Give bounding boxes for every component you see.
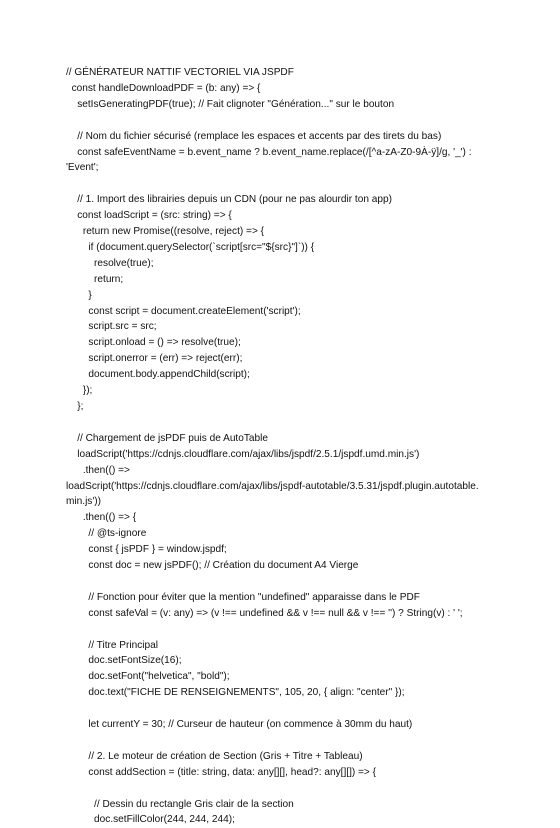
code-line: return; <box>66 273 124 285</box>
code-line: // Dessin du rectangle Gris clair de la section <box>66 798 294 810</box>
blank-line <box>66 622 500 638</box>
code-line: loadScript('https://cdnjs.cloudflare.com/ajax/libs/jspdf/2.5.1/jspdf.umd.min.js') <box>66 448 420 460</box>
code-line: // Chargement de jsPDF puis de AutoTable <box>66 432 268 444</box>
code-line: // 1. Import des librairies depuis un CDN (pour ne pas alourdir ton app) <box>66 194 392 206</box>
code-line: const doc = new jsPDF(); // Création du document A4 Vierge <box>66 560 359 572</box>
code-line: const safeVal = (v: any) => (v !== undefined && v !== null && v !== '') ? String(v) : ' '; <box>66 607 463 619</box>
code-line: doc.setFontSize(16); <box>66 655 182 667</box>
code-line: let currentY = 30; // Curseur de hauteur (on commence à 30mm du haut) <box>66 719 413 731</box>
code-line: return new Promise((resolve, reject) => { <box>66 226 265 238</box>
code-line: script.onload = () => resolve(true); <box>66 337 241 349</box>
code-line: // Titre Principal <box>66 639 158 651</box>
code-line: const safeEventName = b.event_name ? b.event_name.replace(/[^a-zA-Z0-9À-ÿ]/g, '_') : <box>66 146 472 158</box>
code-line: script.src = src; <box>66 321 157 333</box>
code-line: const { jsPDF } = window.jspdf; <box>66 544 227 556</box>
code-line: loadScript('https://cdnjs.cloudflare.com/ajax/libs/jspdf-autotable/3.5.31/jspdf.plugin.autotable. <box>66 480 479 492</box>
blank-line <box>66 574 500 590</box>
code-line: const loadScript = (src: string) => { <box>66 210 232 222</box>
code-listing <box>66 65 500 828</box>
code-line: }; <box>66 401 84 412</box>
blank-line <box>66 113 500 129</box>
code-line: const handleDownloadPDF = (b: any) => { <box>66 82 261 94</box>
code-line: .then(() => { <box>66 512 137 524</box>
code-line: doc.setFont("helvetica", "bold"); <box>66 671 230 683</box>
code-line: // GÉNÉRATEUR NATTIF VECTORIEL VIA JSPDF <box>66 67 294 78</box>
code-line: min.js')) <box>66 496 102 508</box>
code-line: // Nom du fichier sécurisé (remplace les espaces et accents par des tirets du bas) <box>66 130 442 142</box>
code-line: setIsGeneratingPDF(true); // Fait clignoter "Génération..." sur le bouton <box>66 98 395 110</box>
code-line: doc.text("FICHE DE RENSEIGNEMENTS", 105, 20, { align: "center" }); <box>66 687 405 699</box>
blank-line <box>66 176 500 192</box>
code-line: const script = document.createElement('script'); <box>66 305 301 317</box>
code-line: // @ts-ignore <box>66 528 147 540</box>
blank-line <box>66 733 500 749</box>
code-line: resolve(true); <box>66 257 154 269</box>
code-line: }); <box>66 385 93 397</box>
blank-line <box>66 415 500 431</box>
code-line: .then(() => <box>66 464 130 476</box>
code-line: // Fonction pour éviter que la mention "undefined" apparaisse dans le PDF <box>66 591 420 603</box>
code-line: if (document.querySelector(`script[src="${src}"]`)) { <box>66 241 315 253</box>
code-line: // 2. Le moteur de création de Section (Gris + Titre + Tableau) <box>66 750 363 762</box>
code-line: script.onerror = (err) => reject(err); <box>66 353 243 365</box>
blank-line <box>66 701 500 717</box>
blank-line <box>66 781 500 797</box>
code-line: 'Event'; <box>66 162 99 174</box>
code-line: } <box>66 289 92 301</box>
code-line: doc.setFillColor(244, 244, 244); <box>66 814 235 826</box>
code-line: document.body.appendChild(script); <box>66 369 250 381</box>
code-line: const addSection = (title: string, data: any[][], head?: any[][]) => { <box>66 766 376 778</box>
